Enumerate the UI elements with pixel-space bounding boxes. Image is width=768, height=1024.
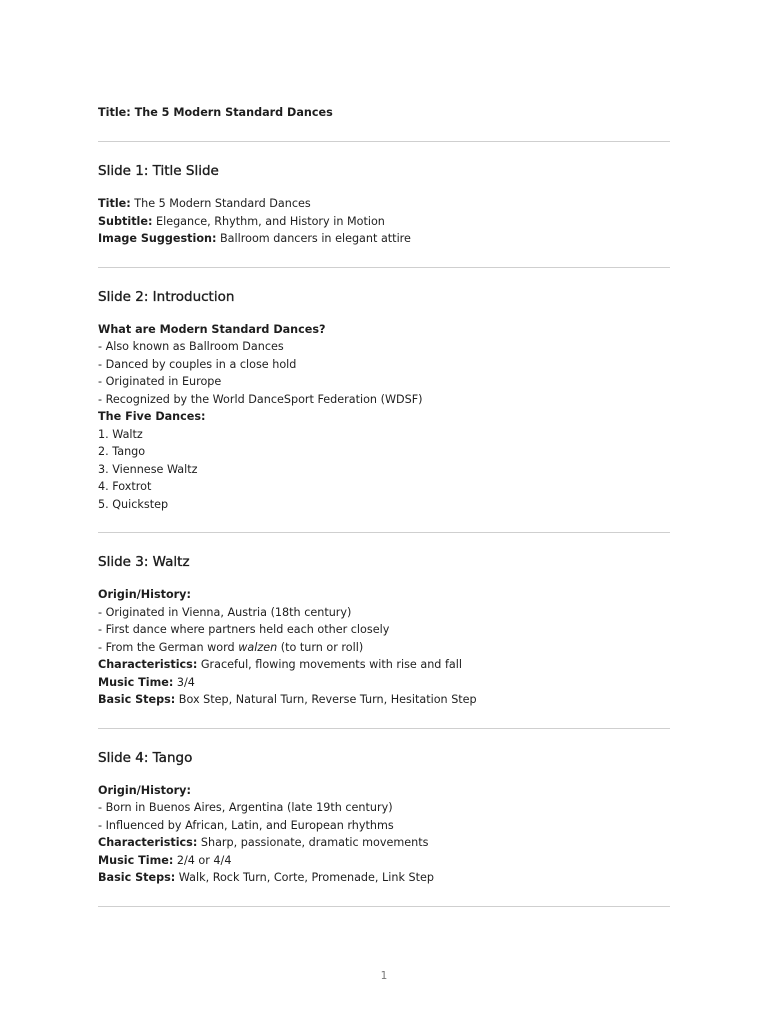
dance-item: 5. Quickstep [98, 497, 169, 511]
basic-steps-line [98, 691, 670, 709]
slide-4-heading: Slide 4: Tango [98, 749, 193, 766]
slide-4-content [98, 782, 670, 887]
slide-2-heading: Slide 2: Introduction [98, 288, 235, 305]
image-suggestion-label: Image Suggestion: [98, 232, 217, 245]
page-number: 1 [380, 970, 388, 982]
slide-1-title-line [98, 195, 670, 213]
list-item: - Originated in Europe [98, 375, 222, 388]
list-item: - Also known as Ballroom Dances [98, 340, 284, 353]
slide-1-section [98, 142, 670, 268]
slide-3-heading: Slide 3: Waltz [98, 554, 190, 570]
slide-3-content [98, 586, 670, 709]
basic-steps-label: Basic Steps: [98, 871, 176, 884]
question-label: What are Modern Standard Dances? [98, 322, 326, 336]
dance-item: 3. Viennese Waltz [98, 462, 198, 476]
bullet-text: (to turn or roll) [277, 640, 364, 654]
music-time-line [98, 674, 670, 692]
dance-item: 1. Waltz [98, 427, 143, 441]
slide-1-image-line [98, 230, 670, 248]
origin-label: Origin/History: [98, 783, 191, 797]
music-time-value: 2/4 or 4/4 [173, 853, 232, 867]
image-suggestion-value: Ballroom dancers in elegant attire [216, 232, 411, 245]
basic-steps-label: Basic Steps: [98, 693, 176, 706]
slide-2-section [98, 268, 670, 534]
slide-1-content [98, 195, 670, 248]
basic-steps-value: Walk, Rock Turn, Corte, Promenade, Link Step [175, 871, 434, 884]
list-item: - First dance where partners held each other closely [98, 623, 390, 636]
subtitle-value: Elegance, Rhythm, and History in Motion [152, 214, 385, 228]
list-item: - Originated in Vienna, Austria (18th century) [98, 605, 352, 619]
bullet-text: - From the German word [98, 640, 239, 654]
music-time-label: Music Time: [98, 853, 174, 867]
five-dances-label: The Five Dances: [98, 410, 206, 423]
characteristics-line [98, 834, 670, 852]
dance-item: 2. Tango [98, 445, 146, 458]
origin-label: Origin/History: [98, 588, 191, 601]
italic-term: walzen [238, 640, 278, 654]
title-value: The 5 Modern Standard Dances [130, 197, 311, 210]
slide-1-heading: Slide 1: Title Slide [98, 163, 219, 179]
title-label: Title: [98, 197, 131, 210]
music-time-value: 3/4 [173, 675, 195, 689]
slide-1-subtitle-line [98, 213, 670, 231]
music-time-line [98, 852, 670, 870]
characteristics-line [98, 656, 670, 674]
characteristics-value: Graceful, flowing movements with rise and fall [197, 658, 462, 671]
basic-steps-line [98, 869, 670, 887]
document-title: Title: The 5 Modern Standard Dances [98, 106, 333, 119]
list-item: - Danced by couples in a close hold [98, 357, 297, 371]
subtitle-label: Subtitle: [98, 214, 153, 228]
list-item [98, 639, 670, 657]
slide-2-content [98, 321, 670, 514]
characteristics-label: Characteristics: [98, 836, 198, 849]
divider [98, 906, 670, 907]
list-item: - Born in Buenos Aires, Argentina (late 19th century) [98, 801, 393, 814]
characteristics-label: Characteristics: [98, 658, 198, 671]
slide-4-section [98, 729, 670, 907]
list-item: - Recognized by the World DanceSport Federation (WDSF) [98, 392, 423, 406]
slide-3-section [98, 533, 670, 729]
basic-steps-value: Box Step, Natural Turn, Reverse Turn, Hesitation Step [175, 693, 477, 706]
characteristics-value: Sharp, passionate, dramatic movements [197, 836, 429, 849]
music-time-label: Music Time: [98, 675, 174, 689]
document-page [98, 104, 670, 907]
list-item: - Influenced by African, Latin, and European rhythms [98, 818, 394, 832]
dance-item: 4. Foxtrot [98, 480, 152, 493]
